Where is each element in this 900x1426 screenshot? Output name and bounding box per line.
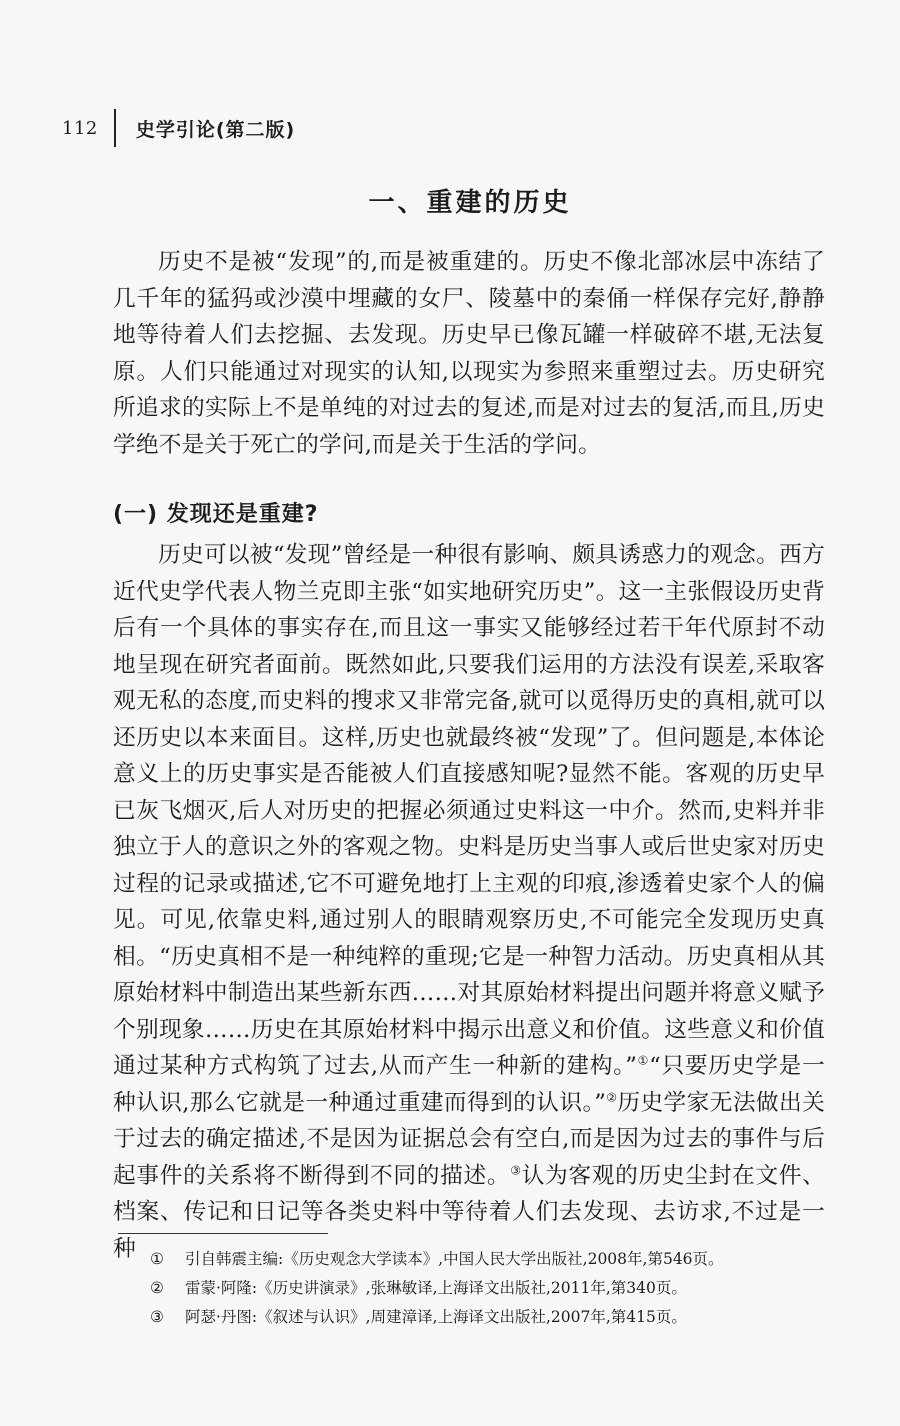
footnote-mark: ① <box>150 1250 164 1268</box>
footnote-text: 雷蒙·阿隆:《历史讲演录》,张琳敏译,上海译文出版社,2011年,第340页。 <box>185 1279 687 1297</box>
subsection-heading: (一) 发现还是重建? <box>113 502 319 527</box>
footnote-ref-1: ① <box>637 1053 650 1068</box>
footnote-divider <box>118 1233 328 1234</box>
section-title: 一、重建的历史 <box>368 188 572 218</box>
body-paragraph-2 <box>113 537 825 1267</box>
running-title: 史学引论(第二版) <box>135 118 296 141</box>
footnotes <box>150 1245 850 1332</box>
footnote-mark: ③ <box>150 1308 164 1326</box>
footnote-ref-2: ② <box>606 1089 618 1104</box>
paragraph-text: 历史学家无法做出关于过去的确定描述,不是因为证据总会有空白,而是因为过去的事件与后起事件的关系将不断得到不同的描述。 <box>113 1089 825 1189</box>
footnote-ref-3: ③ <box>510 1162 522 1177</box>
footnote-1 <box>150 1245 850 1274</box>
footnote-text: 引自韩震主编:《历史观念大学读本》,中国人民大学出版社,2008年,第546页。 <box>185 1250 724 1268</box>
footnote-text: 阿瑟·丹图:《叙述与认识》,周建漳译,上海译文出版社,2007年,第415页。 <box>185 1308 687 1326</box>
footnote-3 <box>150 1303 850 1332</box>
footnote-mark: ② <box>150 1279 164 1297</box>
paragraph-text: 历史可以被“发现”曾经是一种很有影响、颇具诱惑力的观念。西方近代史学代表人物兰克即主张“如实地研究历史”。这一主张假设历史背后有一个具体的事实存在,而且这一事实又能够经过若干年代原封不动地呈现在研究者面前。既然如此,只要我们运用的方法没有误差,采取客观无私的态度,而史料的搜求又非常完备,就可以觅得历史的真相,就可以还历史以本来面目。这样,历史也就最终被“发现”了。但问题是,本体论意义上的历史事实是否能被人们直接感知呢?显然不能。客观的历史早已灰飞烟灭,后人对历史的把握必须通过史料这一中介。然而,史料并非独立于人的意识之外的客观之物。史料是历史当事人或后世史家对历史过程的记录或描述,它不可避免地打上主观的印痕,渗透着史家个人的偏见。可见,依靠史料,通过别人的眼睛观察历史,不可能完全发现历史真相。“历史真相不是一种纯粹的重现;它是一种智力活动。历史真相从其原始材料中制造出某些新东西……对其原始材料提出问题并将意义赋予个别现象……历史在其原始材料中揭示出意义和价值。这些意义和价值通过某种方式构筑了过去,从而产生一种新的建构。” <box>113 542 825 1079</box>
header-divider <box>114 109 116 147</box>
paragraph-text: 认为客观的历史尘封在文件、档案、传记和日记等各类史料中等待着人们去发现、去访求,不过是一种 <box>113 1162 825 1262</box>
page-number: 112 <box>62 117 98 139</box>
paragraph-text: “只要历史学是一种认识,那么它就是一种通过重建而得到的认识。” <box>113 1053 825 1116</box>
page-header <box>62 108 295 148</box>
footnote-2 <box>150 1274 850 1303</box>
body-paragraph-1: 历史不是被“发现”的,而是被重建的。历史不像北部冰层中冻结了几千年的猛犸或沙漠中埋藏的女尸、陵墓中的秦俑一样保存完好,静静地等待着人们去挖掘、去发现。历史早已像瓦罐一样破碎不堪,无法复原。人们只能通过对现实的认知,以现实为参照来重塑过去。历史研究所追求的实际上不是单纯的对过去的复述,而是对过去的复活,而且,历史学绝不是关于死亡的学问,而是关于生活的学问。 <box>113 249 825 458</box>
